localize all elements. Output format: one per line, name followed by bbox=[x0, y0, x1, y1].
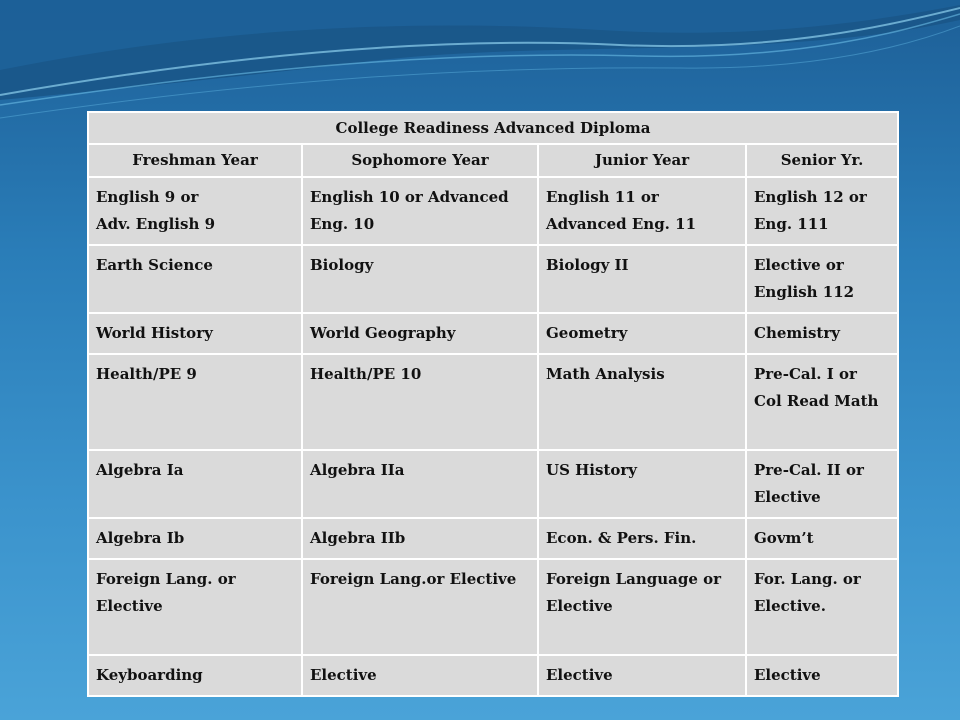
course-cell bbox=[538, 655, 746, 696]
table-row bbox=[88, 518, 898, 559]
header-sophomore: Sophomore Year bbox=[302, 144, 538, 177]
table-row bbox=[88, 245, 898, 313]
course-line: Eng. 111 bbox=[754, 215, 829, 233]
course-line: Foreign Lang.or Elective bbox=[310, 570, 517, 588]
course-line: Algebra IIa bbox=[310, 461, 405, 479]
course-line: English 11 or bbox=[546, 188, 659, 206]
course-line: Govm’t bbox=[754, 529, 814, 547]
course-cell bbox=[88, 313, 302, 354]
course-cell bbox=[302, 450, 538, 518]
course-line: Adv. English 9 bbox=[96, 215, 216, 233]
course-cell bbox=[746, 354, 898, 450]
table-row bbox=[88, 559, 898, 655]
course-cell bbox=[538, 245, 746, 313]
course-line: Algebra Ia bbox=[96, 461, 184, 479]
course-line: Algebra Ib bbox=[96, 529, 185, 547]
course-line: Pre-Cal. I or bbox=[754, 365, 857, 383]
course-line: Earth Science bbox=[96, 256, 213, 274]
course-line: Foreign Lang. or bbox=[96, 570, 236, 588]
course-line: English 10 or Advanced bbox=[310, 188, 509, 206]
header-freshman: Freshman Year bbox=[88, 144, 302, 177]
course-line: Eng. 10 bbox=[310, 215, 375, 233]
title-row bbox=[88, 112, 898, 144]
course-cell bbox=[88, 450, 302, 518]
header-row bbox=[88, 144, 898, 177]
course-line: Elective bbox=[754, 666, 821, 684]
course-line: Foreign Language or bbox=[546, 570, 722, 588]
course-cell bbox=[302, 518, 538, 559]
table-row bbox=[88, 313, 898, 354]
course-line: English 9 or bbox=[96, 188, 199, 206]
course-cell bbox=[746, 245, 898, 313]
course-line: Elective. bbox=[754, 597, 826, 615]
course-cell bbox=[538, 559, 746, 655]
course-line: Pre-Cal. II or bbox=[754, 461, 864, 479]
course-line: Math Analysis bbox=[546, 365, 665, 383]
course-line: English 112 bbox=[754, 283, 855, 301]
course-cell bbox=[538, 450, 746, 518]
course-cell bbox=[538, 177, 746, 245]
course-cell bbox=[746, 177, 898, 245]
course-line: US History bbox=[546, 461, 638, 479]
course-line: Biology II bbox=[546, 256, 629, 274]
course-cell bbox=[88, 559, 302, 655]
course-line: Econ. & Pers. Fin. bbox=[546, 529, 697, 547]
course-cell bbox=[538, 354, 746, 450]
course-cell bbox=[746, 655, 898, 696]
table-title: College Readiness Advanced Diploma bbox=[88, 112, 898, 144]
course-line: World History bbox=[96, 324, 213, 342]
course-cell bbox=[302, 354, 538, 450]
course-cell bbox=[746, 450, 898, 518]
course-cell bbox=[302, 177, 538, 245]
header-junior: Junior Year bbox=[538, 144, 746, 177]
course-line: Biology bbox=[310, 256, 374, 274]
table-row bbox=[88, 655, 898, 696]
course-cell bbox=[88, 518, 302, 559]
course-line: English 12 or bbox=[754, 188, 867, 206]
course-line: Algebra IIb bbox=[310, 529, 406, 547]
course-cell bbox=[88, 655, 302, 696]
course-cell bbox=[302, 655, 538, 696]
course-cell bbox=[302, 559, 538, 655]
course-cell bbox=[88, 245, 302, 313]
course-line: Elective bbox=[546, 666, 613, 684]
course-cell bbox=[746, 559, 898, 655]
course-line: Elective bbox=[754, 488, 821, 506]
course-cell bbox=[88, 177, 302, 245]
course-line: World Geography bbox=[310, 324, 456, 342]
course-line: Health/PE 10 bbox=[310, 365, 422, 383]
table-row bbox=[88, 177, 898, 245]
course-line: Elective or bbox=[754, 256, 844, 274]
course-cell bbox=[538, 313, 746, 354]
course-line: Elective bbox=[96, 597, 163, 615]
header-senior: Senior Yr. bbox=[746, 144, 898, 177]
course-cell bbox=[746, 313, 898, 354]
course-line: For. Lang. or bbox=[754, 570, 861, 588]
course-line: Chemistry bbox=[754, 324, 840, 342]
course-cell bbox=[302, 245, 538, 313]
course-cell bbox=[302, 313, 538, 354]
course-line: Elective bbox=[310, 666, 377, 684]
course-line: Keyboarding bbox=[96, 666, 203, 684]
table-row bbox=[88, 450, 898, 518]
diploma-table bbox=[87, 111, 897, 697]
course-cell bbox=[746, 518, 898, 559]
table-row bbox=[88, 354, 898, 450]
course-cell bbox=[88, 354, 302, 450]
course-line: Col Read Math bbox=[754, 392, 879, 410]
course-line: Geometry bbox=[546, 324, 628, 342]
course-line: Health/PE 9 bbox=[96, 365, 197, 383]
course-line: Advanced Eng. 11 bbox=[546, 215, 696, 233]
course-cell bbox=[538, 518, 746, 559]
course-line: Elective bbox=[546, 597, 613, 615]
